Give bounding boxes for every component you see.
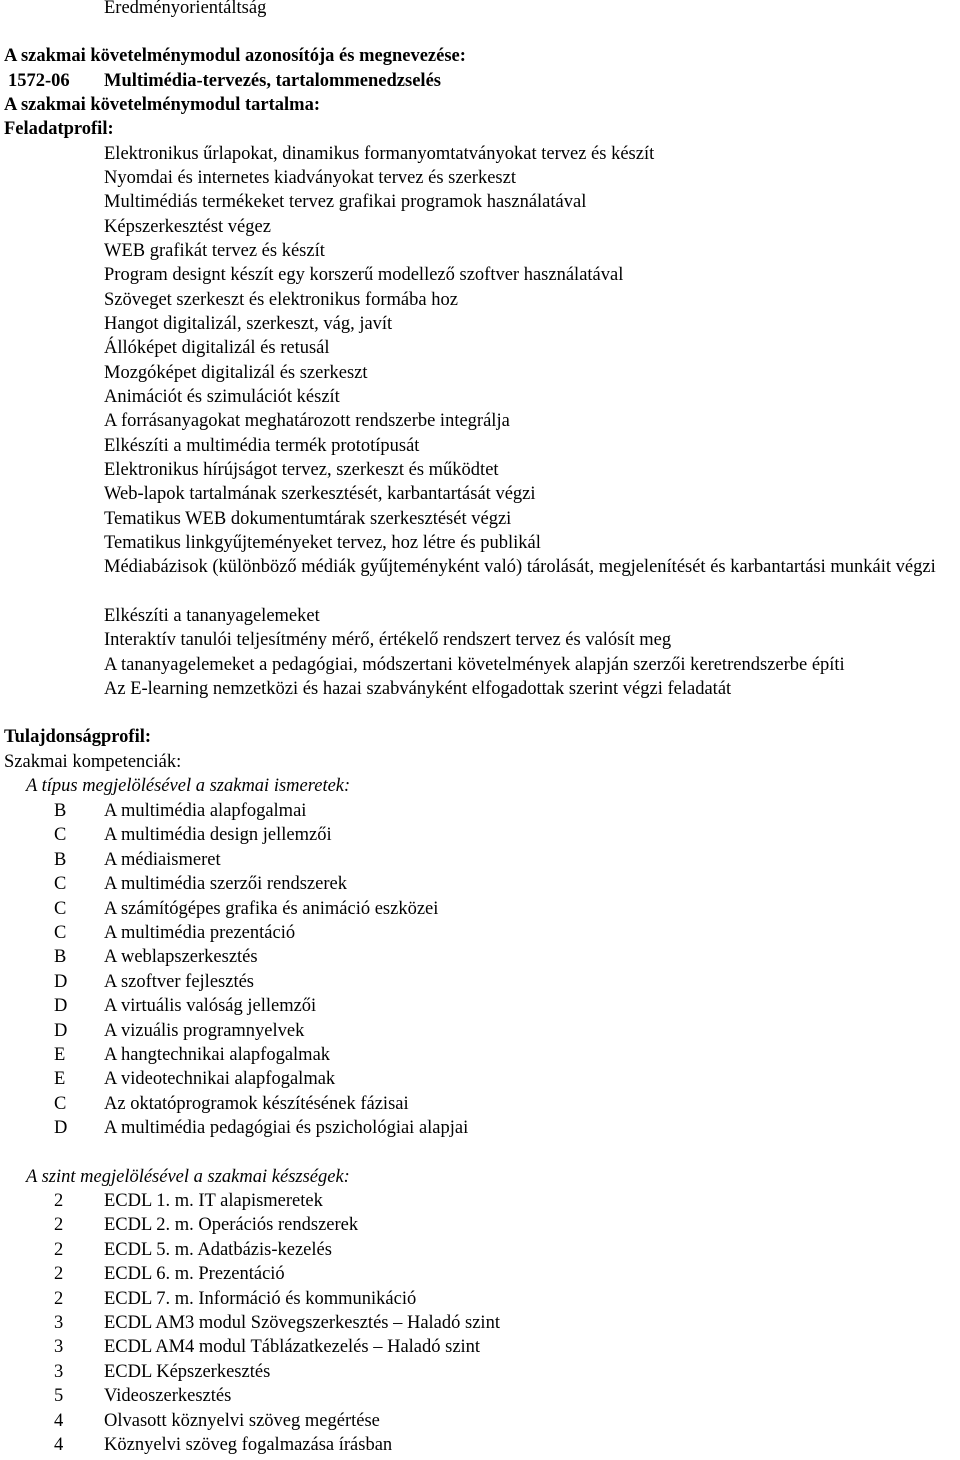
skill-level: 2 bbox=[54, 1288, 64, 1309]
skill-item: ECDL 7. m. Információ és kommunikáció bbox=[104, 1288, 417, 1309]
skill-level: 5 bbox=[54, 1386, 64, 1407]
skill-level: 4 bbox=[54, 1435, 64, 1455]
task-item: Elektronikus hírújságot tervez, szerkeszt és működtet bbox=[104, 460, 499, 480]
skill-level: 3 bbox=[54, 1337, 64, 1358]
task-item: WEB grafikát tervez és készít bbox=[104, 241, 325, 261]
skill-item: ECDL AM3 modul Szövegszerkesztés – Haladó szint bbox=[104, 1313, 500, 1333]
knowledge-type: D bbox=[54, 1020, 68, 1041]
knowledge-item: A multimédia pedagógiai és pszichológiai alapjai bbox=[104, 1118, 469, 1139]
knowledge-item: A szoftver fejlesztés bbox=[104, 971, 254, 992]
knowledge-item: A weblapszerkesztés bbox=[104, 947, 258, 968]
task-item: A tananyagelemeket a pedagógiai, módszertani követelmények alapján szerzői keretrendszerbe építi bbox=[104, 655, 845, 675]
module-id-heading: A szakmai követelménymodul azonosítója és megnevezése: bbox=[4, 46, 466, 66]
task-item: Tematikus WEB dokumentumtárak szerkesztését végzi bbox=[104, 509, 512, 529]
skill-level: 3 bbox=[54, 1361, 64, 1382]
task-item: Program designt készít egy korszerű modellező szoftver használatával bbox=[104, 265, 624, 285]
skill-level: 4 bbox=[54, 1410, 64, 1431]
skill-item: ECDL 1. m. IT alapismeretek bbox=[104, 1191, 323, 1211]
knowledge-item: A multimédia alapfogalmai bbox=[104, 801, 307, 821]
task-item: Szöveget szerkeszt és elektronikus formába hoz bbox=[104, 290, 458, 310]
knowledge-item: A vizuális programnyelvek bbox=[104, 1020, 305, 1041]
skill-item: ECDL 5. m. Adatbázis-kezelés bbox=[104, 1239, 332, 1260]
task-item: Nyomdai és internetes kiadványokat tervez és szerkeszt bbox=[104, 168, 516, 188]
task-item-long: Médiabázisok (különböző médiák gyűjteményként való) tárolását, megjelenítését és karbantartási munkáit végzi bbox=[104, 557, 936, 577]
task-item: Az E-learning nemzetközi és hazai szabványként elfogadottak szerint végzi feladatát bbox=[104, 679, 732, 699]
skill-level: 3 bbox=[54, 1313, 64, 1333]
skill-level: 2 bbox=[54, 1264, 64, 1285]
knowledge-type: B bbox=[54, 947, 67, 968]
knowledge-type: D bbox=[54, 1118, 68, 1139]
knowledge-item: A számítógépes grafika és animáció eszközei bbox=[104, 898, 439, 919]
skill-item: ECDL 2. m. Operációs rendszerek bbox=[104, 1215, 359, 1236]
knowledge-type: E bbox=[54, 1069, 66, 1090]
task-item: Hangot digitalizál, szerkeszt, vág, javít bbox=[104, 314, 393, 334]
knowledge-item: A médiaismeret bbox=[104, 849, 221, 870]
skill-level: 2 bbox=[54, 1239, 64, 1260]
task-item: Mozgóképet digitalizál és szerkeszt bbox=[104, 363, 368, 383]
skill-item: Olvasott köznyelvi szöveg megértése bbox=[104, 1410, 380, 1431]
skill-item: ECDL AM4 modul Táblázatkezelés – Haladó szint bbox=[104, 1337, 481, 1358]
module-code: 1572-06 bbox=[8, 71, 70, 91]
module-content-heading: A szakmai követelménymodul tartalma: bbox=[4, 95, 321, 115]
skill-level: 2 bbox=[54, 1215, 64, 1236]
skill-item: Videoszerkesztés bbox=[104, 1386, 232, 1407]
knowledge-item: A hangtechnikai alapfogalmak bbox=[104, 1045, 331, 1065]
task-item: A forrásanyagokat meghatározott rendszerbe integrálja bbox=[104, 411, 510, 431]
knowledge-type: C bbox=[54, 825, 67, 846]
task-item: Web-lapok tartalmának szerkesztését, karbantartását végzi bbox=[104, 484, 536, 504]
knowledge-item: A multimédia szerzői rendszerek bbox=[104, 874, 347, 895]
knowledge-type: C bbox=[54, 898, 67, 919]
knowledge-item: A virtuális valóság jellemzői bbox=[104, 996, 317, 1017]
top-label: Eredményorientáltság bbox=[104, 0, 267, 18]
competencies-subheading: Szakmai kompetenciák: bbox=[4, 752, 182, 772]
knowledge-item: A multimédia prezentáció bbox=[104, 923, 296, 943]
skill-level: 2 bbox=[54, 1191, 64, 1211]
task-item: Tematikus linkgyűjteményeket tervez, hoz létre és publikál bbox=[104, 533, 541, 553]
knowledge-item: Az oktatóprogramok készítésének fázisai bbox=[104, 1093, 409, 1114]
skills-heading: A szint megjelölésével a szakmai készségek: bbox=[26, 1167, 350, 1187]
knowledge-type: C bbox=[54, 923, 67, 943]
task-item: Elkészíti a tananyagelemeket bbox=[104, 606, 320, 626]
task-item: Multimédiás termékeket tervez grafikai programok használatával bbox=[104, 192, 587, 212]
task-item: Elkészíti a multimédia termék prototípusát bbox=[104, 436, 420, 456]
knowledge-type: C bbox=[54, 874, 67, 895]
knowledge-type: B bbox=[54, 849, 67, 870]
skill-item: ECDL 6. m. Prezentáció bbox=[104, 1264, 285, 1285]
task-profile-heading: Feladatprofil: bbox=[4, 119, 114, 139]
skill-item: ECDL Képszerkesztés bbox=[104, 1361, 271, 1382]
task-item: Képszerkesztést végez bbox=[104, 217, 271, 237]
knowledge-item: A videotechnikai alapfogalmak bbox=[104, 1069, 336, 1090]
knowledge-item: A multimédia design jellemzői bbox=[104, 825, 332, 846]
knowledge-type: C bbox=[54, 1093, 67, 1114]
knowledge-type: B bbox=[54, 801, 67, 821]
task-item: Állóképet digitalizál és retusál bbox=[104, 338, 330, 358]
knowledge-heading: A típus megjelölésével a szakmai ismeretek: bbox=[26, 776, 351, 796]
module-name: Multimédia-tervezés, tartalommenedzselés bbox=[104, 71, 441, 91]
property-profile-heading: Tulajdonságprofil: bbox=[4, 727, 152, 747]
knowledge-type: E bbox=[54, 1045, 66, 1065]
knowledge-type: D bbox=[54, 971, 68, 992]
knowledge-type: D bbox=[54, 996, 68, 1017]
task-item: Elektronikus űrlapokat, dinamikus formanyomtatványokat tervez és készít bbox=[104, 144, 655, 164]
skill-item: Köznyelvi szöveg fogalmazása írásban bbox=[104, 1435, 393, 1455]
task-item: Animációt és szimulációt készít bbox=[104, 387, 340, 407]
task-item: Interaktív tanulói teljesítmény mérő, értékelő rendszert tervez és valósít meg bbox=[104, 630, 672, 650]
